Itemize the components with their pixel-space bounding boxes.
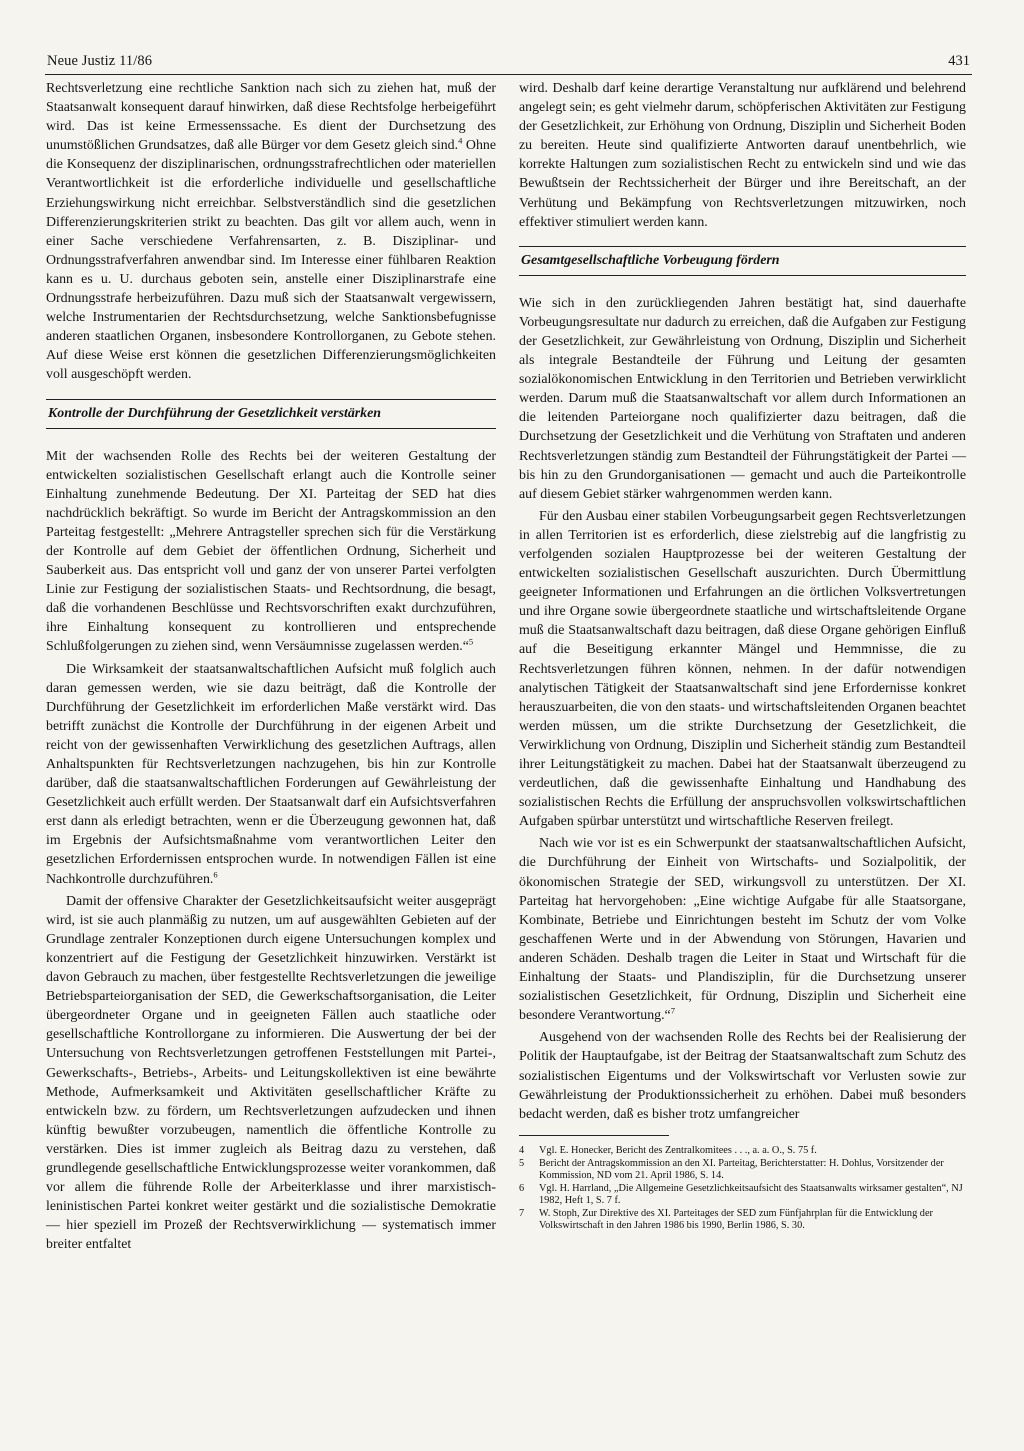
footnote-divider — [519, 1135, 669, 1136]
paragraph-text: Die Wirksamkeit der staatsanwaltschaftlichen Aufsicht muß folglich auch daran gemessen werden, wie sie dazu beiträgt, daß die Kontrolle der Durchführung der Gesetzlichkeit im erforderlichen Maße verstärkt wird. Das betrifft zunächst die Kontrolle der Durchführung in der eigenen Arbeit und reicht von der gewissenhaften Verwirklichung des gesetzlichen Auftrags, allen Anhaltspunkten für Rechtsverletzungen nachzugehen, bis hin zur Kontrolle darüber, daß die staatsanwaltschaftlichen Forderungen auf Gewährleistung der Gesetzlichkeit auch erfüllt werden. Der Staatsanwalt darf ein Aufsichtsverfahren erst dann als erledigt betrachten, wenn er die Überzeugung gewonnen hat, daß im Ergebnis der Aufsichtsmaßnahme vom verantwortlichen Leiter den gesetzlichen Erfordernissen entsprochen wurde. In notwendigen Fällen ist eine Nachkontrolle durchzuführen. — [46, 661, 496, 887]
page-number: 431 — [948, 53, 970, 69]
footnote-text: Vgl. E. Honecker, Bericht des Zentralkomitees . . ., a. a. O., S. 75 f. — [539, 1144, 817, 1156]
footnote — [519, 1158, 966, 1182]
paragraph-text: Nach wie vor ist es ein Schwerpunkt der staatsanwaltschaftlichen Aufsicht, die Durchführung der Einheit von Wirtschafts- und Sozialpolitik, der ökonomischen Strategie der SED, wirkungsvoll zu unterstützen. Der XI. Parteitag hat hervorgehoben: „Eine wichtige Aufgabe für alle Staatsorgane, Kombinate, Betriebe und Einrichtungen besteht im Schutz der vom Volke geschaffenen Werte und in der Abwendung von Störungen, Havarien und anderen Schäden. Deshalb tragen die Leiter in Staat und Wirtschaft für die Einhaltung der Staats- und Plandisziplin, für die Durchsetzung unserer sozialistischen Gesetzlichkeit, für Ordnung, Disziplin und Sicherheit eine besondere Verantwortung.“ — [519, 836, 966, 1024]
paragraph: Wie sich in den zurückliegenden Jahren bestätigt hat, sind dauerhafte Vorbeugungsresultate nur dadurch zu erreichen, daß die Aufgaben zur Festigung der Gesetzlichkeit, zur Gewährleistung von Ordnung, Disziplin und Sicherheit als integrale Bestandteile der Führung und Leitung der gesamten sozialökonomischen Entwicklung in den Territorien und Betrieben verwirklicht werden. Darum muß die Staatsanwaltschaft vor allem durch Informationen an die leitenden Parteiorgane noch qualifizierter dazu beitragen, daß die Durchsetzung der Gesetzlichkeit und die Verhütung von Straftaten und anderen Rechtsverletzungen ständig zum Bestandteil der Führungstätigkeit der Partei — bis hin zu den Grundorganisationen — gemacht und auch die Parteikontrolle auf diesem Gebiet stärker wahrgenommen werden kann. — [519, 295, 966, 502]
paragraph — [46, 79, 496, 385]
footnote-text: Vgl. H. Harrland, „Die Allgemeine Gesetzlichkeitsaufsicht des Staatsanwalts wirksamer gestalten“, NJ 1982, Heft 1, S. 7 f. — [539, 1182, 963, 1206]
footnote-number: 6 — [519, 1182, 525, 1194]
footnote-number: 7 — [519, 1207, 525, 1219]
footnote-number: 4 — [519, 1144, 525, 1156]
footnote-ref[interactable]: 5 — [468, 636, 474, 647]
footnote-number: 5 — [519, 1157, 525, 1169]
paragraph — [46, 447, 496, 657]
paragraph-text: Ohne die Konsequenz der disziplinarischen, ordnungsstrafrechtlichen oder materiellen Verantwortlichkeit ist die erforderliche individuelle und gesellschaftliche Erziehungswirkung nicht erreichbar. Selbstverständlich sind die gesetzlichen Differenzierungskriterien strikt zu beachten. Das gilt vor allem auch, wenn in einer Sache verschiedene Verfahrensarten, z. B. Disziplinar- und Ordnungsstrafverfahren anwendbar sind. Im Interesse einer fühlbaren Reaktion kann es u. U. durchaus geboten sein, anstelle einer Disziplinarstrafe eine Ordnungsstrafe herbeizuführen. Dazu muß sich der Staatsanwalt vergewissern, welche Instrumentarien der Rechtsdurchsetzung, welche Sanktionsbefugnisse anderen staatlichen Organen, insbesondere Kontrollorganen, zu Gebote stehen. Auf diese Weise erst können die gesetzlichen Differenzierungsmöglichkeiten voll ausgeschöpft werden. — [46, 138, 496, 383]
paragraph-text: Mit der wachsenden Rolle des Rechts bei der weiteren Gestaltung der entwickelten sozialistischen Gesellschaft erlangt auch die Kontrolle seiner Einhaltung zunehmende Bedeutung. Der XI. Parteitag der SED hat dies nachdrücklich bekräftigt. So wurde im Bericht der Antragskommission an den Parteitag festgestellt: „Mehrere Antragsteller sprechen sich für die Verstärkung der Kontrolle auf dem Gebiet der öffentlichen Ordnung, Sicherheit und Sauberkeit aus. Das entspricht voll und ganz der von unserer Partei verfolgten Linie zur Festigung der sozialistischen Staats- und Rechtsordnung, die besagt, daß die vorhandenen Beschlüsse und Rechtsvorschriften exakt durchzuführen, ihre Einhaltung konsequent zu kontrollieren und entsprechende Schlußfolgerungen zu ziehen sind, wenn Versäumnisse zugelassen werden.“ — [46, 448, 496, 655]
footnote — [519, 1145, 966, 1157]
paragraph: Für den Ausbau einer stabilen Vorbeugungsarbeit gegen Rechtsverletzungen in allen Territorien ist es erforderlich, diese zielstrebig auf die langfristig zu verfolgenden sozialen Hauptprozesse bei der weiteren Gestaltung der entwickelten sozialistischen Gesellschaft auszurichten. Durch Übermittlung geeigneter Informationen und Erfahrungen an die örtlichen Volksvertretungen und ihre Organe sowie übergeordnete staatliche und wirtschaftsleitende Organe muß die Staatsanwaltschaft dazu beitragen, daß diese Organe gehörigen Einfluß auf die Beseitigung erkannter Mängel und Hemmnisse, die zu Rechtsverletzungen führen können, nehmen. In der dafür notwendigen analytischen Tätigkeit der Staatsanwaltschaft sind jene Erfordernisse konkret herauszuarbeiten, die von den staats- und wirtschaftsleitenden Organen beachtet werden müssen, um die strikte Durchsetzung der Gesetzlichkeit, die Verwirklichung von Ordnung, Disziplin und Sicherheit ständig zum Bestandteil ihrer Leitungstätigkeit zu machen. Dabei hat der Staatsanwalt überzeugend zu verdeutlichen, daß die gewissenhafte Einhaltung und Handhabung des sozialistischen Rechts die Erfüllung der anspruchsvollen volkswirtschaftlichen Aufgaben spürbar unterstützt und wirtschaftliche Reserven freilegt. — [519, 508, 966, 830]
paragraph-text: Rechtsverletzung eine rechtliche Sanktion nach sich zu ziehen hat, muß der Staatsanwalt konsequent darauf hinwirken, daß diese Rechtsfolge herbeigeführt wird. Das ist keine Ermessenssache. Es dient der Durchsetzung des unumstößlichen Grundsatzes, daß alle Bürger vor dem Gesetz gleich sind. — [46, 81, 496, 154]
footnote-text: W. Stoph, Zur Direktive des XI. Parteitages der SED zum Fünfjahrplan für die Entwicklung der Volkswirtschaft in den Jahren 1986 bis 1990, Berlin 1986, S. 30. — [539, 1207, 933, 1231]
paragraph: Ausgehend von der wachsenden Rolle des Rechts bei der Realisierung der Politik der Hauptaufgabe, ist der Beitrag der Staatsanwaltschaft zum Schutz des sozialistischen Eigentums und der Volkswirtschaft vor Verlusten sowie zur Gewährleistung der Produktionssicherheit zu erhöhen. Dabei muß besonders bedacht werden, daß es bisher trotz umfangreicher — [519, 1030, 966, 1122]
footnote — [519, 1208, 966, 1232]
footnote-text: Bericht der Antragskommission an den XI. Parteitag, Berichterstatter: H. Dohlus, Vorsitzender der Kommission, ND vom 21. April 1986, S. 14. — [539, 1157, 944, 1181]
right-column — [519, 79, 966, 1233]
section-heading-box — [519, 246, 966, 276]
section-heading-box — [46, 399, 496, 429]
footnote-ref[interactable]: 6 — [213, 868, 218, 879]
section-heading: Kontrolle der Durchführung der Gesetzlichkeit verstärken — [48, 405, 382, 421]
section-heading: Gesamtgesellschaftliche Vorbeugung fördern — [521, 252, 780, 268]
paragraph — [519, 834, 966, 1025]
footnote-ref[interactable]: 4 — [458, 135, 463, 146]
footnote-ref[interactable]: 7 — [670, 1005, 675, 1016]
paragraph — [46, 660, 496, 889]
journal-issue: Neue Justiz 11/86 — [47, 53, 153, 69]
page-header — [45, 50, 972, 75]
paragraph: wird. Deshalb darf keine derartige Veranstaltung nur aufklärend und belehrend angelegt sein; es geht vielmehr darum, schöpferischen Aktivitäten zur Festigung der Gesetzlichkeit, zur Erhöhung von Ordnung, Disziplin und Sicherheit Boden zu bereiten. Heute sind qualifizierte Antworten darauf unentbehrlich, wie korrekte Haltungen zum sozialistischen Recht zu entwickeln sind und wie das Bewußtsein der Rechtssicherheit der Bürger und ihre Bereitschaft, an der Verhütung und Bekämpfung von Rechtsverletzungen mitzuwirken, noch effektiver stimuliert werden kann. — [519, 81, 966, 230]
left-column — [46, 79, 496, 1254]
footnote — [519, 1183, 966, 1207]
footnotes — [519, 1145, 966, 1232]
paragraph: Damit der offensive Charakter der Gesetzlichkeitsaufsicht weiter ausgeprägt wird, ist sie auch planmäßig zu nutzen, um auf ausgewählten Gebieten auf der Grundlage zentraler Konzeptionen durch eigene Untersuchungen komplex und konzentriert auf die Festigung der Gesetzlichkeit hinzuwirken. Verstärkt ist davon Gebrauch zu machen, über festgestellte Rechtsverletzungen die jeweilige Betriebsparteiorganisation der SED, die Gewerkschaftsorganisation, die Leiter übergeordneter Organe und in geeigneten Fällen auch staatliche oder gesellschaftliche Kontrollorgane zu informieren. Die Auswertung der bei der Untersuchung von Rechtsverletzungen getroffenen Feststellungen mit Partei-, Gewerkschafts-, Betriebs-, Arbeits- und Leitungskollektiven ist eine bewährte Methode, Aufmerksamkeit und Aktivitäten gesellschaftlicher Kräfte zu entwickeln bzw. zu fördern, um Rechtsverletzungen aufzudecken und ihnen künftig bewußter vorzubeugen, namentlich die öffentliche Kontrolle zu verstärken. Dies ist immer zugleich als Beitrag dazu zu verstehen, daß grundlegende gesellschaftliche Entwicklungsprozesse weiter vorankommen, daß vor allem die führende Rolle der Arbeiterklasse und ihrer marxistisch-leninistischen Partei konkret weiter gestärkt und die sozialistische Demokratie — hier speziell im Prozeß der Rechtsverwirklichung — systematisch immer breiter entfaltet — [46, 893, 496, 1253]
